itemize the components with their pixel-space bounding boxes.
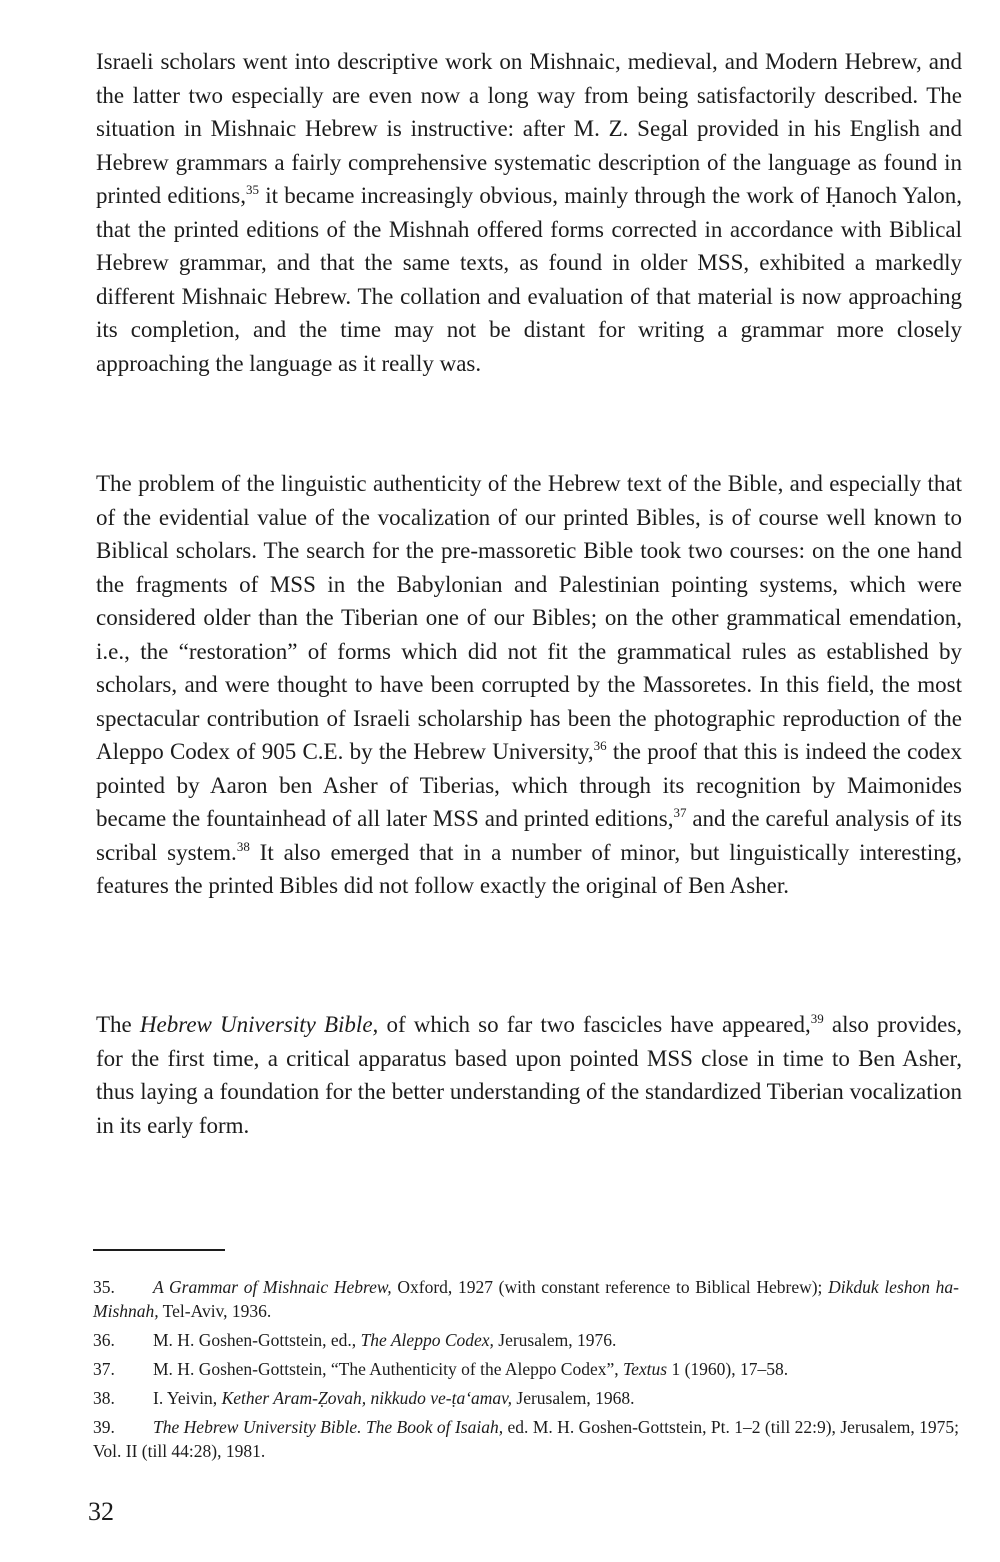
- italic-title: A Grammar of Mishnaic Hebrew,: [153, 1277, 392, 1297]
- footnote-39: [93, 1415, 959, 1463]
- text-run: The: [96, 1012, 140, 1037]
- footnote-number: 35.: [93, 1277, 115, 1297]
- text-run: 1 (1960), 17–58.: [667, 1359, 789, 1379]
- text-run: ed. M. H. Goshen-Gottstein, Pt. 1–2 (till 22:9), Jerusalem, 1975; Vol. II (till 44:28), 1981.: [93, 1417, 959, 1461]
- text-run: Tel-Aviv, 1936.: [158, 1301, 272, 1321]
- italic-title: Dikduk leshon ha-Mishnah,: [93, 1277, 960, 1321]
- body-paragraph-2: [96, 467, 962, 903]
- italic-title: The Aleppo Codex,: [360, 1330, 494, 1350]
- footnote-37: [93, 1357, 959, 1381]
- footnote-reference: 38: [236, 838, 250, 854]
- italic-title: Kether Aram-Ẓovah, nikkudo ve-ṭa‘amav,: [221, 1388, 513, 1408]
- footnote-number: 37.: [93, 1359, 115, 1379]
- footnote-reference: 39: [810, 1011, 824, 1026]
- body-paragraph-3: [96, 1008, 962, 1142]
- footnotes-list: [93, 1275, 959, 1468]
- footnote-35: [93, 1275, 959, 1323]
- text-run: and the careful analysis of its scribal system.: [96, 806, 962, 865]
- italic-title: Textus: [623, 1359, 668, 1379]
- italic-title: Hebrew University Bible,: [139, 1012, 379, 1037]
- text-run: Israeli scholars went into descriptive work on Mishnaic, medieval, and Modern Hebrew, and the latter two especially are even now a long way from being satisfactorily described. The situation in Mishnaic Hebrew is instructive: after M. Z. Segal provided in his English and Hebrew grammars a fairly comprehensive systematic description of the language as found in printed editions,: [96, 49, 962, 208]
- text-run: It also emerged that in a number of minor, but linguistically interesting, features the printed Bibles did not follow exactly the original of Ben Asher.: [96, 839, 962, 898]
- footnote-separator: [93, 1249, 225, 1251]
- footnote-reference: 35: [245, 182, 259, 197]
- text-run: Oxford, 1927 (with constant reference to Biblical Hebrew);: [391, 1277, 829, 1297]
- text-run: M. H. Goshen-Gottstein, ed.,: [153, 1330, 361, 1350]
- text-run: The problem of the linguistic authenticity of the Hebrew text of the Bible, and especially that of the evidential value of the vocalization of our printed Bibles, is of course well known to Biblical scholars. The search for the pre-massoretic Bible took two courses: on the one hand the fragments of MSS in the Babylonian and Palestinian pointing systems, which were considered older than the Tiberian one of our Bibles; on the other grammatical emendation, i.e., the “restoration” of forms which did not fit the grammatical rules as established by scholars, and were thought to have been corrupted by the Massoretes. In this field, the most spectacular contribution of Israeli scholarship has been the photographic reproduction of the Aleppo Codex of 905 C.E. by the Hebrew University,: [96, 471, 962, 764]
- footnote-text: [153, 1330, 616, 1350]
- footnote-reference: 36: [593, 738, 607, 753]
- footnote-text: [153, 1359, 788, 1379]
- footnote-reference: 37: [673, 805, 687, 820]
- footnote-number: 39.: [93, 1417, 115, 1437]
- italic-title: The Hebrew University Bible. The Book of Isaiah,: [153, 1417, 504, 1437]
- footnote-text: [93, 1417, 959, 1461]
- text-run: it became increasingly obvious, mainly through the work of Ḥanoch Yalon, that the printed editions of the Mishnah offered forms corrected in accordance with Biblical Hebrew grammar, and that the same texts, as found in older MSS, exhibited a markedly different Mishnaic Hebrew. The collation and evaluation of that material is now approaching its completion, and the time may not be distant for writing a grammar more closely approaching the language as it really was.: [96, 183, 962, 376]
- text-run: M. H. Goshen-Gottstein, “The Authenticity of the Aleppo Codex”,: [153, 1359, 623, 1379]
- body-paragraph-1: [96, 45, 962, 380]
- footnote-number: 38.: [93, 1388, 115, 1408]
- footnote-38: [93, 1386, 959, 1410]
- text-run: Jerusalem, 1968.: [512, 1388, 635, 1408]
- text-run: of which so far two fascicles have appeared,: [378, 1012, 811, 1037]
- text-run: I. Yeivin,: [153, 1388, 222, 1408]
- text-run: the proof that this is indeed the codex pointed by Aaron ben Asher of Tiberias, which through its recognition by Maimonides became the fountainhead of all later MSS and printed editions,: [96, 739, 962, 831]
- footnote-number: 36.: [93, 1330, 115, 1350]
- page-number: 32: [88, 1497, 114, 1526]
- footnote-text: [93, 1277, 959, 1321]
- footnote-36: [93, 1328, 959, 1352]
- text-run: Jerusalem, 1976.: [493, 1330, 617, 1350]
- text-run: also provides, for the first time, a critical apparatus based upon pointed MSS close in time to Ben Asher, thus laying a foundation for the better understanding of the standardized Tiberian vocalization in its early form.: [96, 1012, 963, 1138]
- footnote-text: [153, 1388, 635, 1408]
